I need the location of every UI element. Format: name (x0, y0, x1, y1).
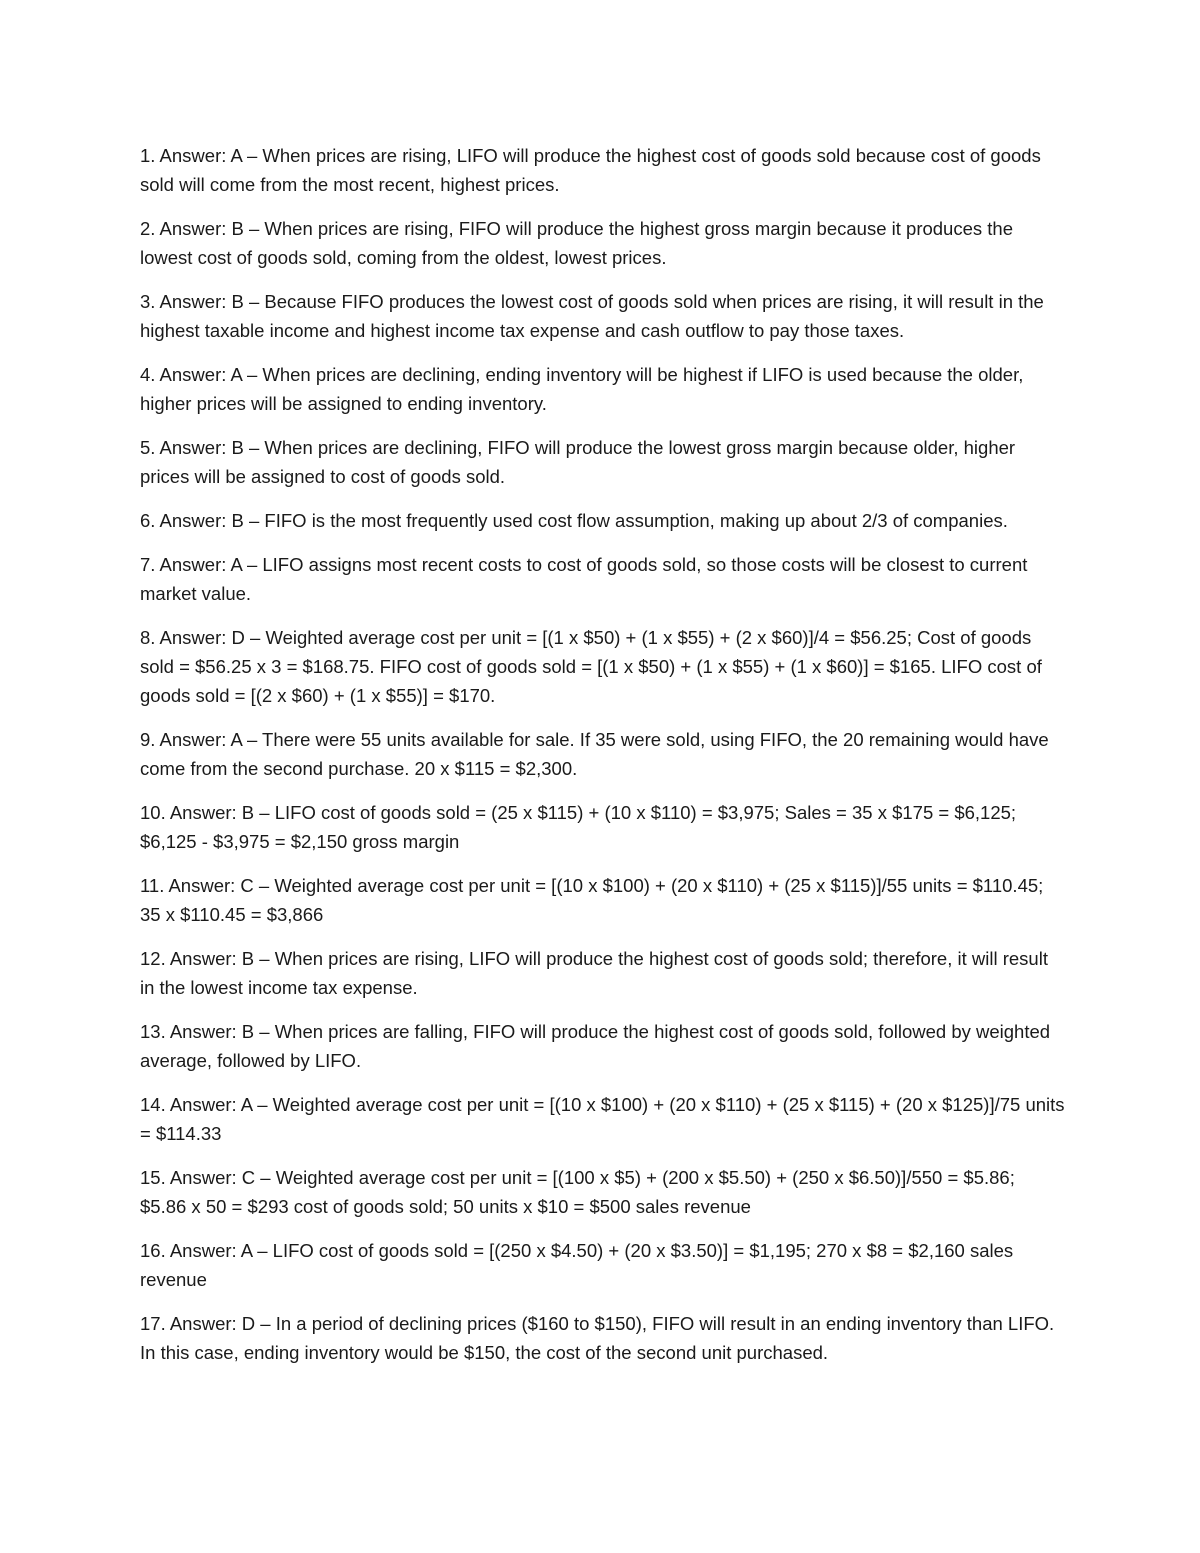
answer-5: 5. Answer: B – When prices are declining, FIFO will produce the lowest gross margin because older, higher prices will be assigned to cost of goods sold. (140, 437, 1016, 487)
answer-11: 11. Answer: C – Weighted average cost per unit = [(10 x $100) + (20 x $110) + (25 x $115)]/55 units = $110.45; 35 x $110.45 = $3,866 (140, 875, 1044, 925)
answer-7: 7. Answer: A – LIFO assigns most recent costs to cost of goods sold, so those costs will be closest to current market value. (140, 554, 1028, 604)
answer-14: 14. Answer: A – Weighted average cost per unit = [(10 x $100) + (20 x $110) + (25 x $115) + (20 x $125)]/75 units = $114.33 (140, 1094, 1065, 1144)
answer-15: 15. Answer: C – Weighted average cost per unit = [(100 x $5) + (200 x $5.50) + (250 x $6.50)]/550 = $5.86; $5.86 x 50 = $293 cost of goods sold; 50 units x $10 = $500 sales revenue (140, 1167, 1015, 1217)
answer-8: 8. Answer: D – Weighted average cost per unit = [(1 x $50) + (1 x $55) + (2 x $60)]/4 = $56.25; Cost of goods sold = $56.25 x 3 = $168.75. FIFO cost of goods sold = [(1 x $50) + (1 x $55) + (1 x $60)] = $165. LIFO cost of goods sold = [(2 x $60) + (1 x $55)] = $170. (140, 627, 1042, 706)
answer-2: 2. Answer: B – When prices are rising, FIFO will produce the highest gross margin because it produces the lowest cost of goods sold, coming from the oldest, lowest prices. (140, 218, 1013, 268)
answer-3: 3. Answer: B – Because FIFO produces the lowest cost of goods sold when prices are rising, it will result in the highest taxable income and highest income tax expense and cash outflow to pay those taxes. (140, 291, 1044, 341)
answer-10: 10. Answer: B – LIFO cost of goods sold = (25 x $115) + (10 x $110) = $3,975; Sales = 35 x $175 = $6,125; $6,125 - $3,975 = $2,150 gross margin (140, 802, 1017, 852)
answer-16: 16. Answer: A – LIFO cost of goods sold = [(250 x $4.50) + (20 x $3.50)] = $1,195; 270 x $8 = $2,160 sales revenue (140, 1240, 1014, 1290)
answer-4: 4. Answer: A – When prices are declining, ending inventory will be highest if LIFO is used because the older, higher prices will be assigned to ending inventory. (140, 364, 1024, 414)
answer-12: 12. Answer: B – When prices are rising, LIFO will produce the highest cost of goods sold; therefore, it will result in the lowest income tax expense. (140, 948, 1048, 998)
answer-key (140, 141, 1065, 1382)
answer-6: 6. Answer: B – FIFO is the most frequently used cost flow assumption, making up about 2/3 of companies. (140, 510, 1008, 531)
answer-13: 13. Answer: B – When prices are falling, FIFO will produce the highest cost of goods sold, followed by weighted average, followed by LIFO. (140, 1021, 1051, 1071)
answer-9: 9. Answer: A – There were 55 units available for sale. If 35 were sold, using FIFO, the 20 remaining would have come from the second purchase. 20 x $115 = $2,300. (140, 729, 1049, 779)
answer-1: 1. Answer: A – When prices are rising, LIFO will produce the highest cost of goods sold because cost of goods sold will come from the most recent, highest prices. (140, 145, 1041, 195)
answer-17: 17. Answer: D – In a period of declining prices ($160 to $150), FIFO will result in an ending inventory than LIFO. In this case, ending inventory would be $150, the cost of the second unit purchased. (140, 1313, 1055, 1363)
